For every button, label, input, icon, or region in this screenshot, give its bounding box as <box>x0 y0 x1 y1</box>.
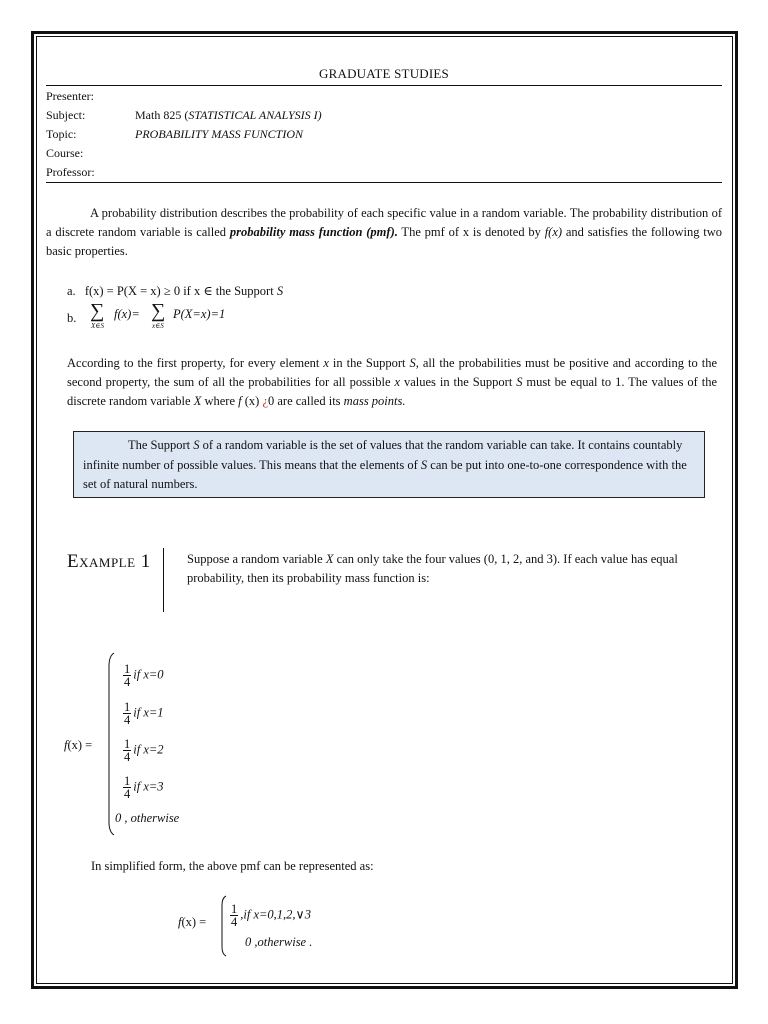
box-S-2: S <box>420 457 428 472</box>
sum-symbol-2: ∑ <box>151 300 166 322</box>
properties-explanation <box>67 354 717 411</box>
topic-value: PROBABILITY MASS FUNCTION <box>135 127 303 141</box>
pmf-case-0-fraction <box>123 663 131 688</box>
pmf-case-3-fraction <box>123 775 131 800</box>
p2-text-4: values in the Support <box>400 375 517 389</box>
ex-text-1: Suppose a random variable <box>187 552 326 566</box>
pmf-case-2-cond: if x=2 <box>133 742 164 757</box>
pmf-lhs-f: f <box>64 738 68 752</box>
simplified-intro: In simplified form, the above pmf can be represented as: <box>91 859 374 873</box>
sum-index-2: x∈S <box>152 322 164 330</box>
pmf-case-2-den: 4 <box>124 750 131 764</box>
simplified-otherwise: 0 ,otherwise . <box>245 935 313 949</box>
sum-symbol-1: ∑ <box>90 300 105 322</box>
p2-S-1: S, <box>409 356 419 370</box>
topic-label: Topic: <box>46 127 77 141</box>
simplified-case <box>230 903 311 928</box>
p2-glyph: ¿ <box>262 394 268 408</box>
box-text-3: can be put into one-to-one correspondence with the set of natural numbers. <box>83 457 687 491</box>
property-a-text: f(x) = P(X = x) ≥ 0 if x ∈ the Support <box>84 284 277 298</box>
pmf-case-3 <box>123 775 164 800</box>
p2-text-5: must be equal to 1. The values of the discrete random variable <box>67 375 718 408</box>
simplified-lhs-f: f <box>178 915 182 929</box>
presenter-label: Presenter: <box>46 89 94 103</box>
subject-value-italic: STATISTICAL ANALYSIS I) <box>188 108 322 122</box>
header-title: GRADUATE STUDIES <box>319 66 449 81</box>
box-text-2: of a random variable is the set of values that the random variable can take. It contains countably infinite number of possible values. This means that the elements of <box>83 438 683 472</box>
simplified-fraction <box>230 903 238 928</box>
pmf-otherwise: 0 , otherwise <box>115 811 180 825</box>
ex-text-2: can only take the four values (0, 1, 2, and 3). If each value has equal probability, then its probability mass function is: <box>187 552 678 585</box>
ex-X: X <box>325 552 334 566</box>
simplified-cond: ,if x=0,1,2,∨3 <box>240 907 311 922</box>
pmf-case-3-den: 4 <box>124 787 131 801</box>
example-text <box>187 550 707 588</box>
subject-value-plain: Math 825 ( <box>135 108 189 122</box>
property-b-left: f(x)= <box>114 307 140 321</box>
pmf-case-1-den: 4 <box>124 713 131 727</box>
p2-text-2: in the Support <box>328 356 410 370</box>
pmf-case-1 <box>123 701 164 726</box>
intro-text-3: and satisfies the following two basic properties. <box>46 225 723 258</box>
support-definition-box <box>73 431 705 498</box>
p2-X: X <box>193 394 202 408</box>
example-title: Example 1 <box>67 551 151 572</box>
property-b-label: b. <box>67 311 77 325</box>
p2-text-8: 0 are called its <box>268 394 344 408</box>
box-S-1: S <box>193 438 200 452</box>
p2-text-3: all the probabilities must be positive and according to the second property, the sum of all the probabilities for all possible <box>67 356 717 389</box>
p2-S-2: S <box>516 375 523 389</box>
pmf-term: probability mass function (pmf). <box>229 225 398 239</box>
p2-text-7: (x) <box>241 394 263 408</box>
pmf-brace <box>106 652 116 836</box>
intro-text-2: The pmf of x is denoted by <box>397 225 545 239</box>
property-b <box>67 301 327 335</box>
pmf-lhs-rest: (x) = <box>67 738 93 752</box>
p2-x-1: x <box>323 356 329 370</box>
pmf-case-3-cond: if x=3 <box>133 779 164 794</box>
pmf-case-0 <box>123 663 164 688</box>
pmf-case-0-den: 4 <box>124 675 131 689</box>
subject-label: Subject: <box>46 108 86 122</box>
simplified-den: 4 <box>231 915 238 929</box>
pmf-case-0-num: 1 <box>124 662 131 676</box>
pmf-case-3-num: 1 <box>124 774 131 788</box>
simplified-brace <box>220 895 228 957</box>
course-label: Course: <box>46 146 84 160</box>
simplified-num: 1 <box>231 902 238 916</box>
pmf-case-2-num: 1 <box>124 737 131 751</box>
header-rule-top <box>46 85 722 86</box>
mass-points-term: mass points. <box>343 394 406 408</box>
simplified-lhs-rest: (x) = <box>181 915 207 929</box>
header-rule-bottom <box>46 182 722 183</box>
pmf-lhs <box>64 738 92 753</box>
intro-text-1: A probability distribution describes the probability of each specific value in a random variable. The probability distribution of a discrete random variable is called <box>46 206 722 239</box>
pmf-case-0-cond: if x=0 <box>133 667 164 682</box>
pmf-case-1-fraction <box>123 701 131 726</box>
pmf-case-1-cond: if x=1 <box>133 705 164 720</box>
professor-label: Professor: <box>46 165 95 179</box>
pmf-case-2 <box>123 738 164 763</box>
pmf-case-1-num: 1 <box>124 700 131 714</box>
sum-index-1: X∈S <box>91 322 104 330</box>
p2-text-6: where <box>201 394 239 408</box>
property-a-label: a. <box>67 284 76 298</box>
box-text-1: The Support <box>128 438 194 452</box>
fx-notation: f(x) <box>544 225 563 239</box>
simplified-lhs <box>178 915 206 930</box>
property-a <box>67 283 283 299</box>
property-b-right: P(X=x)=1 <box>173 307 226 321</box>
property-a-support: S <box>276 284 284 298</box>
intro-paragraph <box>46 204 722 261</box>
p2-f: f <box>238 394 242 408</box>
p2-text-1: According to the first property, for every element <box>67 356 324 370</box>
page-border-inner <box>36 36 733 984</box>
p2-x-2: x <box>394 375 401 389</box>
subject-value <box>135 108 322 123</box>
pmf-case-2-fraction <box>123 738 131 763</box>
example-divider <box>163 548 164 612</box>
